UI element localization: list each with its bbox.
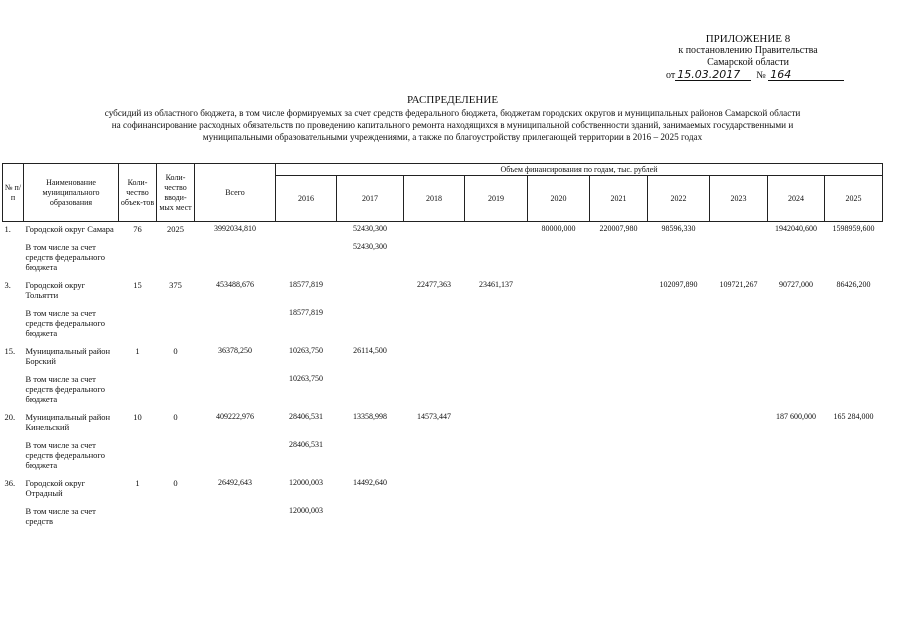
federal-year-value xyxy=(710,432,768,476)
year-value xyxy=(465,476,528,498)
year-value: 28406,531 xyxy=(289,412,323,421)
year-value xyxy=(648,476,710,498)
places-count: 2025 xyxy=(167,224,184,234)
federal-share-label: В том числе за счет средств xyxy=(25,506,96,526)
federal-year-value xyxy=(768,498,825,532)
date-prefix: от xyxy=(666,70,676,81)
total-value: 36378,250 xyxy=(218,346,252,355)
year-value xyxy=(768,344,825,366)
federal-share-label: В том числе за счет средств федерального бюджета xyxy=(25,242,105,272)
total-value: 26492,643 xyxy=(218,478,252,487)
empty-cell xyxy=(3,498,24,532)
federal-year-value xyxy=(710,234,768,278)
federal-year-value xyxy=(528,234,590,278)
federal-year-value xyxy=(648,432,710,476)
year-value: 1942040,600 xyxy=(775,224,817,233)
federal-year-value xyxy=(768,234,825,278)
header-name: Наименование муниципального образования xyxy=(24,164,119,222)
handwritten-number: 164 xyxy=(768,69,844,81)
federal-year-value xyxy=(276,234,337,278)
federal-share-label: В том числе за счет средств федерального бюджета xyxy=(25,374,105,404)
year-value xyxy=(465,222,528,235)
table-row xyxy=(3,344,883,366)
objects-count: 10 xyxy=(133,412,142,422)
federal-year-value xyxy=(404,234,465,278)
federal-year-value xyxy=(337,300,404,344)
federal-year-value xyxy=(710,300,768,344)
year-value xyxy=(404,222,465,235)
year-value xyxy=(648,344,710,366)
federal-year-value xyxy=(404,432,465,476)
year-value xyxy=(465,410,528,432)
federal-year-value xyxy=(648,366,710,410)
row-number: 15. xyxy=(4,346,16,356)
objects-count: 15 xyxy=(133,280,142,290)
empty-cell xyxy=(157,300,195,344)
federal-year-value: 12000,003 xyxy=(289,506,323,515)
municipality-name: Городской округ Самара xyxy=(25,224,114,234)
appendix-line-resolution: к постановлению Правительства xyxy=(678,45,818,56)
year-value: 14573,447 xyxy=(417,412,451,421)
total-value: 453488,676 xyxy=(216,280,254,289)
table-row xyxy=(3,222,883,235)
header-objects: Коли-чество объек-тов xyxy=(119,164,157,222)
header-year-2017: 2017 xyxy=(337,176,404,222)
appendix-line-region: Самарской области xyxy=(707,57,789,68)
federal-year-value xyxy=(465,366,528,410)
objects-count: 76 xyxy=(133,224,142,234)
year-value: 10263,750 xyxy=(289,346,323,355)
year-value: 1598959,600 xyxy=(832,224,875,233)
federal-year-value xyxy=(590,366,648,410)
federal-year-value xyxy=(337,498,404,532)
total-value: 3992034,810 xyxy=(214,224,256,233)
year-value: 86426,200 xyxy=(836,280,871,289)
year-value xyxy=(590,344,648,366)
number-prefix: № xyxy=(756,70,766,81)
federal-year-value xyxy=(590,234,648,278)
federal-year-value xyxy=(528,432,590,476)
federal-year-value xyxy=(528,300,590,344)
federal-year-value xyxy=(528,498,590,532)
federal-year-value xyxy=(465,234,528,278)
empty-cell xyxy=(3,366,24,410)
federal-year-value xyxy=(404,498,465,532)
municipality-name: Городской округ Отрадный xyxy=(25,478,86,498)
year-value: 90727,000 xyxy=(779,280,813,289)
year-value: 187 600,000 xyxy=(776,412,816,421)
federal-share-label: В том числе за счет средств федерального бюджета xyxy=(25,440,105,470)
year-value xyxy=(648,410,710,432)
federal-year-value: 10263,750 xyxy=(289,374,323,383)
header-year-2025: 2025 xyxy=(825,176,883,222)
federal-year-value xyxy=(825,300,883,344)
year-value xyxy=(710,476,768,498)
federal-year-value xyxy=(590,432,648,476)
municipality-name: Муниципальный район Кинельский xyxy=(25,412,111,432)
table-row xyxy=(3,476,883,498)
federal-year-value xyxy=(404,366,465,410)
federal-year-value xyxy=(825,432,883,476)
row-number: 3. xyxy=(4,280,11,290)
year-value: 26114,500 xyxy=(353,346,387,355)
federal-year-value xyxy=(768,300,825,344)
federal-year-value xyxy=(768,366,825,410)
federal-year-value xyxy=(768,432,825,476)
empty-cell xyxy=(119,498,157,532)
appendix-block xyxy=(638,33,858,82)
header-financing: Объем финансирования по годам, тыс. рублей xyxy=(276,164,883,176)
empty-cell xyxy=(119,432,157,476)
year-value: 80000,000 xyxy=(541,224,576,233)
municipality-name: Городской округ Тольятти xyxy=(25,280,86,300)
year-value xyxy=(528,278,590,300)
empty-cell xyxy=(119,366,157,410)
table-row xyxy=(3,278,883,300)
year-value xyxy=(528,410,590,432)
document-subtitle xyxy=(20,107,885,143)
year-value: 165 284,000 xyxy=(833,412,874,421)
year-value: 102097,890 xyxy=(659,280,698,289)
header-year-2019: 2019 xyxy=(465,176,528,222)
year-value xyxy=(825,344,883,366)
year-value: 109721,267 xyxy=(719,280,758,289)
table-subrow-federal xyxy=(3,300,883,344)
header-year-2018: 2018 xyxy=(404,176,465,222)
header-places: Коли-чество вводи-мых мест xyxy=(157,164,195,222)
table-subrow-federal xyxy=(3,432,883,476)
federal-year-value xyxy=(648,498,710,532)
year-value: 52430,300 xyxy=(353,224,387,233)
table-subrow-federal xyxy=(3,234,883,278)
places-count: 375 xyxy=(169,280,182,290)
year-value: 13358,998 xyxy=(353,412,387,421)
appendix-date-line xyxy=(638,69,858,82)
subtitle-line: на софинансирование расходных обязательств по проведению капитального ремонта находящихся в муниципальной собственности зданий, занимаемых государственными и xyxy=(111,120,794,130)
empty-cell xyxy=(195,432,276,476)
header-total: Всего xyxy=(195,164,276,222)
empty-cell xyxy=(157,432,195,476)
empty-cell xyxy=(157,234,195,278)
header-year-2022: 2022 xyxy=(648,176,710,222)
empty-cell xyxy=(3,432,24,476)
federal-year-value xyxy=(337,366,404,410)
year-value: 18577,819 xyxy=(289,280,323,289)
federal-year-value: 18577,819 xyxy=(289,308,323,317)
year-value xyxy=(590,410,648,432)
empty-cell xyxy=(195,498,276,532)
row-number: 36. xyxy=(4,478,16,488)
federal-year-value xyxy=(465,498,528,532)
year-value xyxy=(337,278,404,300)
year-value xyxy=(528,344,590,366)
year-value xyxy=(276,222,337,235)
federal-year-value xyxy=(590,300,648,344)
header-year-2023: 2023 xyxy=(710,176,768,222)
federal-year-value xyxy=(648,234,710,278)
table-subrow-federal xyxy=(3,366,883,410)
year-value xyxy=(465,344,528,366)
empty-cell xyxy=(119,234,157,278)
header-year-2021: 2021 xyxy=(590,176,648,222)
year-value xyxy=(590,278,648,300)
federal-year-value: 28406,531 xyxy=(289,440,323,449)
header-year-2016: 2016 xyxy=(276,176,337,222)
year-value xyxy=(404,344,465,366)
empty-cell xyxy=(195,366,276,410)
places-count: 0 xyxy=(173,346,178,356)
year-value: 14492,640 xyxy=(353,478,387,487)
municipality-name: Муниципальный район Борский xyxy=(25,346,111,366)
federal-year-value xyxy=(710,498,768,532)
objects-count: 1 xyxy=(135,478,140,488)
federal-year-value xyxy=(710,366,768,410)
empty-cell xyxy=(3,300,24,344)
federal-year-value xyxy=(465,300,528,344)
year-value xyxy=(710,344,768,366)
federal-year-value xyxy=(528,366,590,410)
header-year-2020: 2020 xyxy=(528,176,590,222)
empty-cell xyxy=(119,300,157,344)
appendix-title: ПРИЛОЖЕНИЕ 8 xyxy=(705,33,791,45)
year-value: 220007,980 xyxy=(599,224,638,233)
handwritten-date: 15.03.2017 xyxy=(675,69,751,81)
year-value xyxy=(404,476,465,498)
year-value: 12000,003 xyxy=(289,478,323,487)
federal-share-label: В том числе за счет средств федерального бюджета xyxy=(25,308,105,338)
distribution-table xyxy=(2,163,883,532)
table-row xyxy=(3,410,883,432)
table-subrow-federal xyxy=(3,498,883,532)
year-value xyxy=(825,476,883,498)
federal-year-value xyxy=(825,234,883,278)
empty-cell xyxy=(3,234,24,278)
empty-cell xyxy=(157,498,195,532)
year-value xyxy=(528,476,590,498)
document-title: РАСПРЕДЕЛЕНИЕ xyxy=(406,94,499,106)
federal-year-value xyxy=(648,300,710,344)
year-value: 22477,363 xyxy=(417,280,451,289)
year-value: 98596,330 xyxy=(661,224,696,233)
row-number: 20. xyxy=(4,412,16,422)
federal-year-value xyxy=(465,432,528,476)
header-num: № п/п xyxy=(3,164,24,222)
federal-year-value xyxy=(825,366,883,410)
places-count: 0 xyxy=(173,478,178,488)
objects-count: 1 xyxy=(135,346,140,356)
header-year-2024: 2024 xyxy=(768,176,825,222)
row-number: 1. xyxy=(4,224,11,234)
subtitle-line: муниципальными образовательными учреждениями, а также по благоустройству прилегающей территории в 2016 – 2025 годах xyxy=(202,132,703,142)
federal-year-value xyxy=(404,300,465,344)
places-count: 0 xyxy=(173,412,178,422)
federal-year-value xyxy=(825,498,883,532)
total-value: 409222,976 xyxy=(216,412,254,421)
empty-cell xyxy=(195,234,276,278)
subtitle-line: субсидий из областного бюджета, в том числе формируемых за счет средств федерального бюджета, бюджетам городских округов и муниципальных районов Самарской области xyxy=(104,108,801,118)
empty-cell xyxy=(157,366,195,410)
federal-year-value xyxy=(337,432,404,476)
year-value: 23461,137 xyxy=(479,280,513,289)
empty-cell xyxy=(195,300,276,344)
federal-year-value: 52430,300 xyxy=(353,242,387,251)
year-value xyxy=(768,476,825,498)
year-value xyxy=(710,222,768,235)
year-value xyxy=(590,476,648,498)
federal-year-value xyxy=(590,498,648,532)
year-value xyxy=(710,410,768,432)
